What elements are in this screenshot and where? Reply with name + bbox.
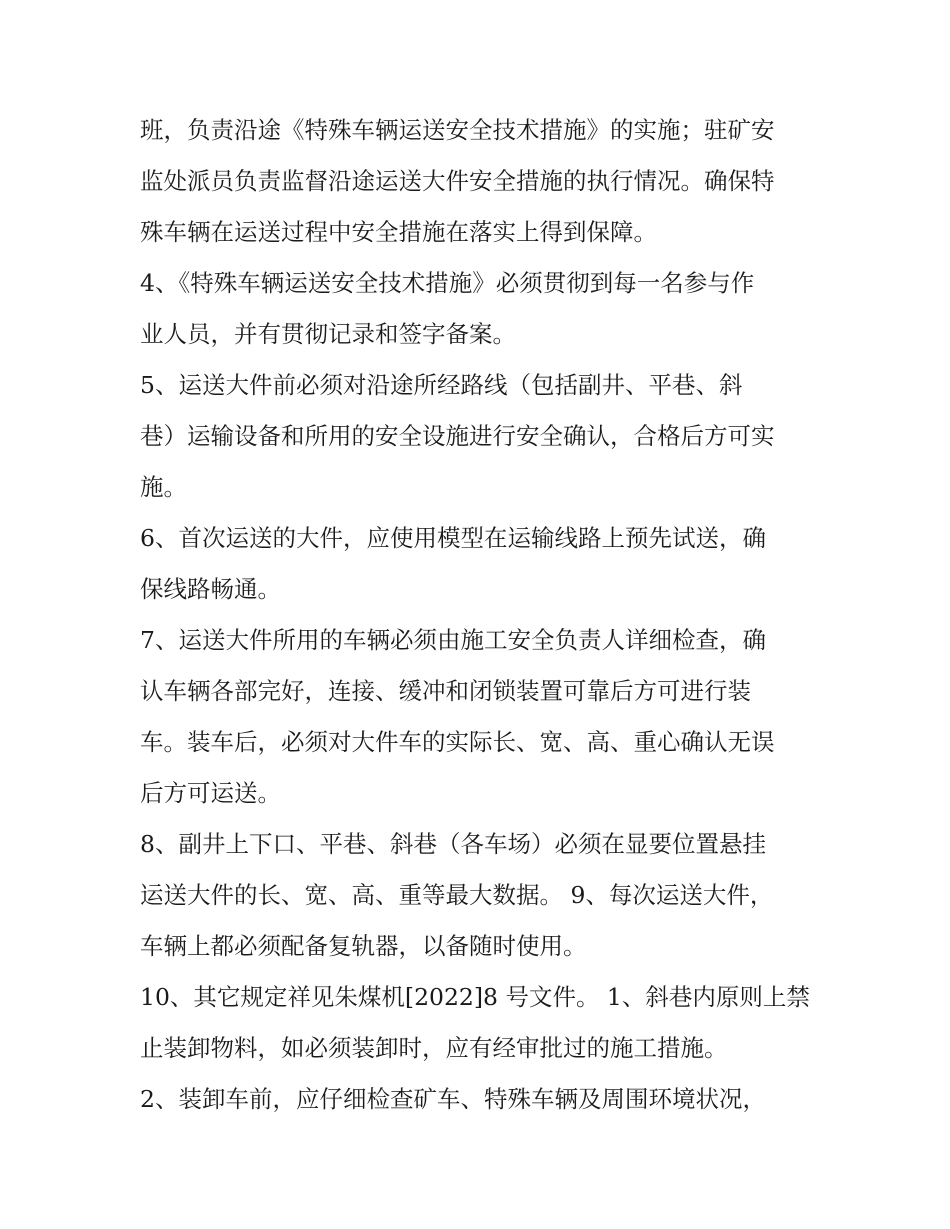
- text-line-13: 车。装车后，必须对大件车的实际长、宽、高、重心确认无误: [140, 728, 775, 756]
- text-line-9: 6、首次运送的大件，应使用模型在运输线路上预先试送，确: [140, 524, 766, 552]
- text-line-14: 后方可运送。: [140, 779, 281, 807]
- text-line-19: 止装卸物料，如必须装卸时，应有经审批过的施工措施。: [140, 1034, 728, 1062]
- text-line-6: 5、运送大件前必须对沿途所经路线（包括副井、平巷、斜: [140, 371, 743, 399]
- text-line-18: 10、其它规定祥见朱煤机[2022]8 号文件。 1、斜巷内原则上禁: [140, 983, 810, 1011]
- text-line-16: 运送大件的长、宽、高、重等最大数据。 9、每次运送大件，: [140, 881, 774, 909]
- text-line-20: 2、装卸车前，应仔细检查矿车、特殊车辆及周围环境状况，: [140, 1085, 766, 1113]
- text-line-11: 7、运送大件所用的车辆必须由施工安全负责人详细检查，确: [140, 626, 766, 654]
- text-line-4: 4、《特殊车辆运送安全技术措施》必须贯彻到每一名参与作: [140, 269, 755, 297]
- text-line-1: 班，负责沿途《特殊车辆运送安全技术措施》的实施；驻矿安: [140, 116, 775, 144]
- text-line-10: 保线路畅通。: [140, 575, 281, 603]
- text-line-5: 业人员，并有贯彻记录和签字备案。: [140, 320, 516, 348]
- text-line-2: 监处派员负责监督沿途运送大件安全措施的执行情况。确保特: [140, 167, 775, 195]
- text-line-17: 车辆上都必须配备复轨器，以备随时使用。: [140, 932, 587, 960]
- text-line-3: 殊车辆在运送过程中安全措施在落实上得到保障。: [140, 218, 657, 246]
- text-line-12: 认车辆各部完好，连接、缓冲和闭锁装置可靠后方可进行装: [140, 677, 751, 705]
- document-body: [140, 108, 820, 1128]
- text-line-8: 施。: [140, 473, 187, 501]
- text-line-15: 8、副井上下口、平巷、斜巷（各车场）必须在显要位置悬挂: [140, 830, 766, 858]
- text-line-7: 巷）运输设备和所用的安全设施进行安全确认，合格后方可实: [140, 422, 775, 450]
